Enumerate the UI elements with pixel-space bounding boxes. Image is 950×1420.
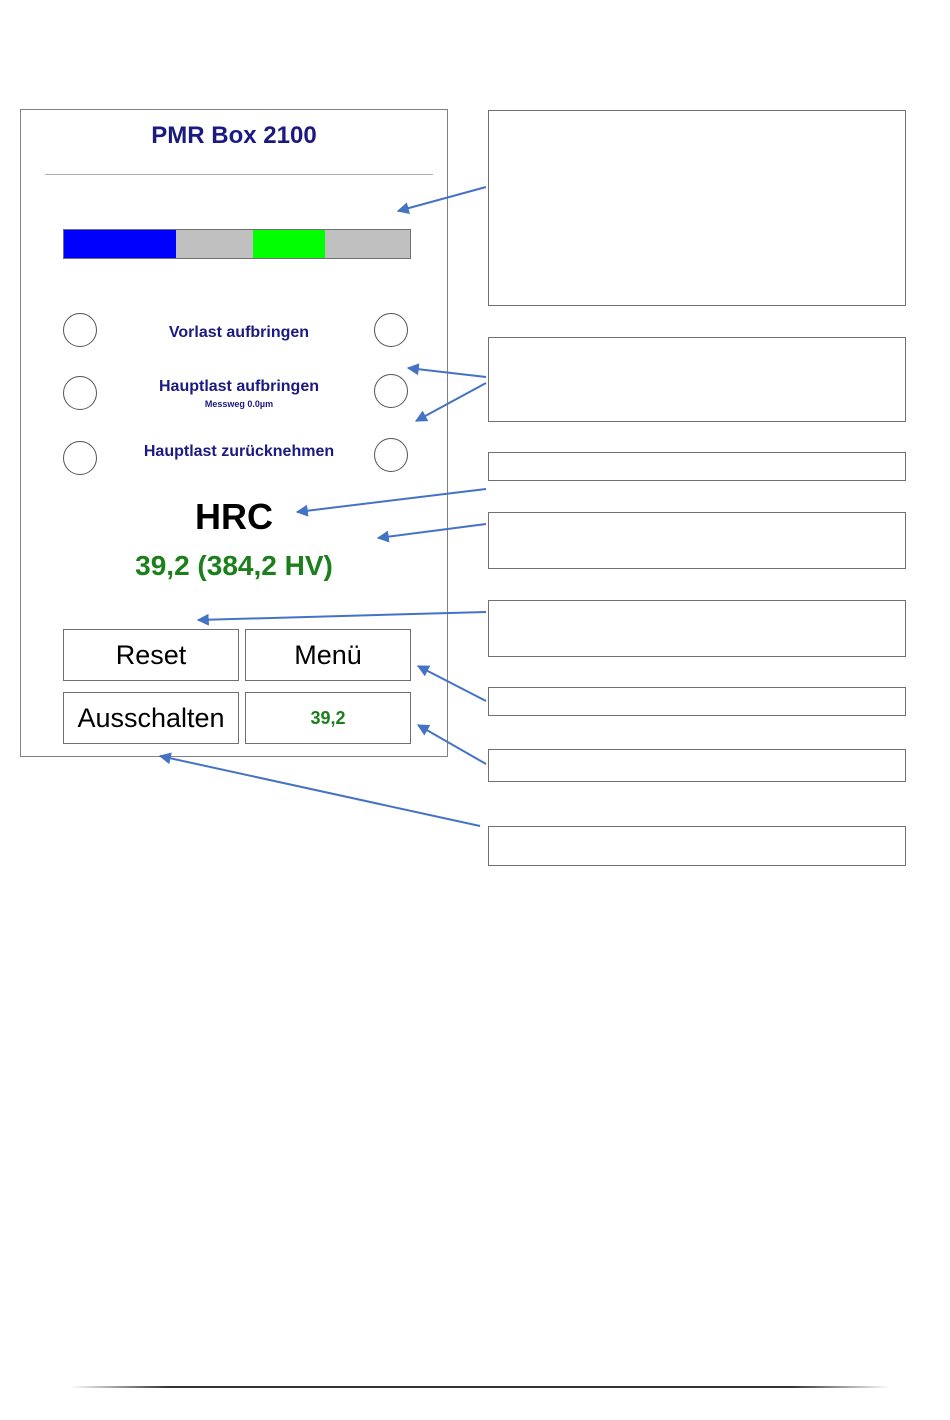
step-2-label: Hauptlast aufbringen (158, 378, 319, 395)
step-3-indicator-right (374, 438, 408, 472)
title-divider (45, 174, 433, 175)
progress-segment-3 (253, 230, 326, 258)
menu-button[interactable]: Menü (245, 629, 411, 681)
step-1-indicator-left (63, 313, 97, 347)
step-1-label: Vorlast aufbringen (168, 324, 310, 341)
progress-segment-2 (176, 230, 252, 258)
device-panel (20, 109, 448, 757)
step-1-indicator-right (374, 313, 408, 347)
annotation-box-1 (488, 110, 906, 306)
step-2-sublabel: Messweg 0.0µm (204, 399, 274, 409)
annotation-box-2 (488, 337, 906, 422)
annotation-box-4 (488, 512, 906, 569)
hardness-scale: HRC (195, 496, 273, 537)
footer-rule (70, 1386, 890, 1388)
annotation-box-3 (488, 452, 906, 481)
progress-bar (63, 229, 411, 259)
arrow-shutdown (160, 756, 480, 826)
step-2-indicator-right (374, 374, 408, 408)
progress-segment-1 (64, 230, 176, 258)
step-3-label: Hauptlast zurücknehmen (143, 443, 335, 460)
device-title: PMR Box 2100 (151, 122, 317, 149)
progress-segment-4 (325, 230, 410, 258)
hardness-value: 39,2 (384,2 HV) (135, 550, 333, 581)
annotation-box-6 (488, 687, 906, 716)
step-2-indicator-left (63, 376, 97, 410)
shutdown-button[interactable]: Ausschalten (63, 692, 239, 744)
step-3-indicator-left (63, 441, 97, 475)
annotation-box-5 (488, 600, 906, 657)
reset-button[interactable]: Reset (63, 629, 239, 681)
annotation-box-8 (488, 826, 906, 866)
annotation-box-7 (488, 749, 906, 782)
value-button[interactable]: 39,2 (245, 692, 411, 744)
